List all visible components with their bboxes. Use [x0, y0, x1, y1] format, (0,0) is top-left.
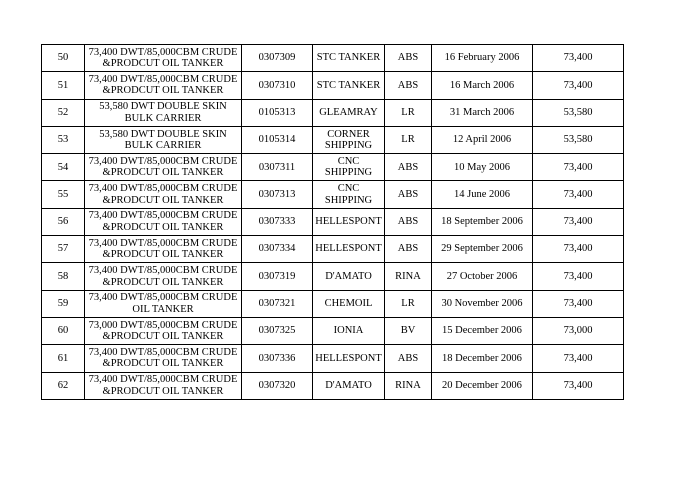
hull-code-cell: 0307325 [242, 317, 313, 344]
deadweight-cell: 73,400 [533, 263, 624, 290]
owner-cell: IONIA [313, 317, 385, 344]
hull-number-cell: 57 [42, 236, 85, 263]
deadweight-cell: 73,400 [533, 208, 624, 235]
delivery-date-cell: 16 March 2006 [432, 72, 533, 99]
delivery-date-cell: 29 September 2006 [432, 236, 533, 263]
table-row [42, 181, 624, 208]
table-row [42, 99, 624, 126]
table-row [42, 317, 624, 344]
hull-code-cell: 0105313 [242, 99, 313, 126]
delivery-date-cell: 16 February 2006 [432, 45, 533, 72]
hull-code-cell: 0307319 [242, 263, 313, 290]
vessel-type-cell: 73,400 DWT/85,000CBM CRUDE &PRODCUT OIL TANKER [85, 263, 242, 290]
deadweight-cell: 73,400 [533, 72, 624, 99]
owner-cell: HELLESPONT [313, 208, 385, 235]
delivery-date-cell: 12 April 2006 [432, 126, 533, 153]
class-society-cell: ABS [385, 72, 432, 99]
hull-number-cell: 56 [42, 208, 85, 235]
hull-number-cell: 55 [42, 181, 85, 208]
vessel-type-cell: 73,400 DWT/85,000CBM CRUDE OIL TANKER [85, 290, 242, 317]
owner-cell: CNC SHIPPING [313, 154, 385, 181]
hull-number-cell: 54 [42, 154, 85, 181]
deadweight-cell: 73,400 [533, 236, 624, 263]
hull-code-cell: 0307311 [242, 154, 313, 181]
delivery-date-cell: 20 December 2006 [432, 372, 533, 399]
table-row [42, 72, 624, 99]
owner-cell: CNC SHIPPING [313, 181, 385, 208]
owner-cell: STC TANKER [313, 45, 385, 72]
delivery-date-cell: 31 March 2006 [432, 99, 533, 126]
owner-cell: CORNER SHIPPING [313, 126, 385, 153]
class-society-cell: ABS [385, 181, 432, 208]
hull-number-cell: 61 [42, 345, 85, 372]
hull-code-cell: 0307310 [242, 72, 313, 99]
class-society-cell: BV [385, 317, 432, 344]
vessel-type-cell: 73,400 DWT/85,000CBM CRUDE &PRODCUT OIL TANKER [85, 181, 242, 208]
delivery-date-cell: 15 December 2006 [432, 317, 533, 344]
table-row [42, 154, 624, 181]
class-society-cell: LR [385, 126, 432, 153]
deadweight-cell: 73,400 [533, 345, 624, 372]
vessel-delivery-table [41, 44, 624, 400]
vessel-type-cell: 73,400 DWT/85,000CBM CRUDE &PRODCUT OIL TANKER [85, 236, 242, 263]
table-row [42, 372, 624, 399]
vessel-type-cell: 73,400 DWT/85,000CBM CRUDE &PRODCUT OIL TANKER [85, 208, 242, 235]
hull-number-cell: 51 [42, 72, 85, 99]
vessel-table-body [42, 45, 624, 400]
vessel-type-cell: 73,400 DWT/85,000CBM CRUDE &PRODCUT OIL TANKER [85, 154, 242, 181]
class-society-cell: ABS [385, 208, 432, 235]
class-society-cell: RINA [385, 263, 432, 290]
hull-code-cell: 0105314 [242, 126, 313, 153]
delivery-date-cell: 27 October 2006 [432, 263, 533, 290]
vessel-type-cell: 73,400 DWT/85,000CBM CRUDE &PRODCUT OIL TANKER [85, 72, 242, 99]
deadweight-cell: 73,000 [533, 317, 624, 344]
vessel-type-cell: 73,000 DWT/85,000CBM CRUDE &PRODCUT OIL TANKER [85, 317, 242, 344]
class-society-cell: RINA [385, 372, 432, 399]
hull-number-cell: 59 [42, 290, 85, 317]
delivery-date-cell: 10 May 2006 [432, 154, 533, 181]
deadweight-cell: 73,400 [533, 372, 624, 399]
delivery-date-cell: 30 November 2006 [432, 290, 533, 317]
owner-cell: D'AMATO [313, 263, 385, 290]
delivery-date-cell: 18 September 2006 [432, 208, 533, 235]
deadweight-cell: 53,580 [533, 99, 624, 126]
owner-cell: D'AMATO [313, 372, 385, 399]
class-society-cell: ABS [385, 154, 432, 181]
table-row [42, 126, 624, 153]
owner-cell: STC TANKER [313, 72, 385, 99]
delivery-date-cell: 18 December 2006 [432, 345, 533, 372]
hull-code-cell: 0307321 [242, 290, 313, 317]
deadweight-cell: 73,400 [533, 290, 624, 317]
table-row [42, 345, 624, 372]
owner-cell: HELLESPONT [313, 345, 385, 372]
class-society-cell: LR [385, 99, 432, 126]
class-society-cell: LR [385, 290, 432, 317]
owner-cell: CHEMOIL [313, 290, 385, 317]
hull-code-cell: 0307336 [242, 345, 313, 372]
hull-code-cell: 0307309 [242, 45, 313, 72]
vessel-type-cell: 73,400 DWT/85,000CBM CRUDE &PRODCUT OIL TANKER [85, 372, 242, 399]
table-row [42, 290, 624, 317]
deadweight-cell: 53,580 [533, 126, 624, 153]
class-society-cell: ABS [385, 345, 432, 372]
owner-cell: GLEAMRAY [313, 99, 385, 126]
deadweight-cell: 73,400 [533, 45, 624, 72]
hull-number-cell: 52 [42, 99, 85, 126]
class-society-cell: ABS [385, 236, 432, 263]
delivery-date-cell: 14 June 2006 [432, 181, 533, 208]
table-row [42, 236, 624, 263]
vessel-type-cell: 53,580 DWT DOUBLE SKIN BULK CARRIER [85, 99, 242, 126]
deadweight-cell: 73,400 [533, 154, 624, 181]
hull-code-cell: 0307333 [242, 208, 313, 235]
deadweight-cell: 73,400 [533, 181, 624, 208]
hull-code-cell: 0307313 [242, 181, 313, 208]
class-society-cell: ABS [385, 45, 432, 72]
hull-number-cell: 60 [42, 317, 85, 344]
hull-code-cell: 0307320 [242, 372, 313, 399]
vessel-type-cell: 73,400 DWT/85,000CBM CRUDE &PRODCUT OIL TANKER [85, 45, 242, 72]
hull-number-cell: 58 [42, 263, 85, 290]
hull-code-cell: 0307334 [242, 236, 313, 263]
hull-number-cell: 50 [42, 45, 85, 72]
owner-cell: HELLESPONT [313, 236, 385, 263]
vessel-type-cell: 73,400 DWT/85,000CBM CRUDE &PRODCUT OIL TANKER [85, 345, 242, 372]
hull-number-cell: 62 [42, 372, 85, 399]
table-row [42, 45, 624, 72]
vessel-type-cell: 53,580 DWT DOUBLE SKIN BULK CARRIER [85, 126, 242, 153]
hull-number-cell: 53 [42, 126, 85, 153]
table-row [42, 263, 624, 290]
table-row [42, 208, 624, 235]
